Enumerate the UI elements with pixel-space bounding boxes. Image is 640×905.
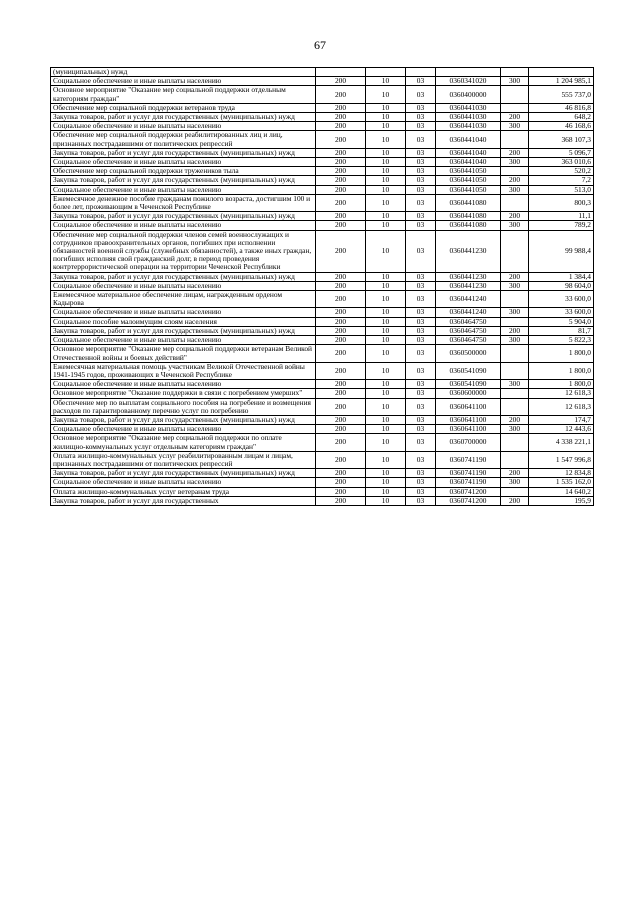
target-article-cell: 0360441050	[436, 185, 501, 194]
amount-cell: 1 204 985,1	[529, 77, 594, 86]
target-article-cell: 0360464750	[436, 336, 501, 345]
expense-type-cell	[501, 487, 529, 496]
subsection-code-cell: 03	[406, 158, 436, 167]
item-name-cell: Ежемесячное денежное пособие гражданам пожилого возраста, достигшим 100 и более лет, проживающим в Чеченской Республике	[51, 194, 316, 211]
subsection-code-cell	[406, 68, 436, 77]
ved-code-cell: 200	[316, 221, 366, 230]
table-row	[51, 122, 594, 131]
expense-type-cell: 300	[501, 158, 529, 167]
ved-code-cell: 200	[316, 380, 366, 389]
section-code-cell: 10	[366, 281, 406, 290]
item-name-cell: Закупка товаров, работ и услуг для государственных (муниципальных) нужд	[51, 176, 316, 185]
table-row	[51, 425, 594, 434]
amount-cell: 4 338 221,1	[529, 434, 594, 451]
amount-cell: 33 600,0	[529, 308, 594, 317]
expense-type-cell	[501, 434, 529, 451]
ved-code-cell: 200	[316, 496, 366, 505]
expense-type-cell	[501, 398, 529, 415]
subsection-code-cell: 03	[406, 451, 436, 468]
target-article-cell: 0360441240	[436, 291, 501, 308]
subsection-code-cell: 03	[406, 336, 436, 345]
item-name-cell: Обеспечение мер по выплатам социального пособия на погребение и возмещения расходов по гарантированному перечню услуг по погребению	[51, 398, 316, 415]
amount-cell: 98 604,0	[529, 281, 594, 290]
expense-type-cell: 200	[501, 496, 529, 505]
amount-cell: 7,2	[529, 176, 594, 185]
subsection-code-cell: 03	[406, 230, 436, 272]
section-code-cell: 10	[366, 451, 406, 468]
ved-code-cell: 200	[316, 487, 366, 496]
subsection-code-cell: 03	[406, 148, 436, 157]
item-name-cell: Социальное обеспечение и иные выплаты населению	[51, 122, 316, 131]
amount-cell: 81,7	[529, 326, 594, 335]
ved-code-cell: 200	[316, 185, 366, 194]
target-article-cell: 0360641100	[436, 425, 501, 434]
item-name-cell: Закупка товаров, работ и услуг для государственных (муниципальных) нужд	[51, 415, 316, 424]
table-row	[51, 272, 594, 281]
ved-code-cell: 200	[316, 176, 366, 185]
subsection-code-cell: 03	[406, 326, 436, 335]
ved-code-cell: 200	[316, 167, 366, 176]
table-row	[51, 380, 594, 389]
section-code-cell: 10	[366, 434, 406, 451]
table-row	[51, 469, 594, 478]
target-article-cell: 0360441080	[436, 194, 501, 211]
section-code-cell	[366, 68, 406, 77]
table-row	[51, 317, 594, 326]
section-code-cell: 10	[366, 345, 406, 362]
amount-cell: 648,2	[529, 113, 594, 122]
amount-cell: 11,1	[529, 212, 594, 221]
ved-code-cell: 200	[316, 77, 366, 86]
section-code-cell: 10	[366, 415, 406, 424]
amount-cell: 12 618,3	[529, 389, 594, 398]
expense-type-cell	[501, 362, 529, 379]
expense-type-cell	[501, 291, 529, 308]
table-row	[51, 148, 594, 157]
item-name-cell: Социальное обеспечение и иные выплаты населению	[51, 77, 316, 86]
subsection-code-cell: 03	[406, 185, 436, 194]
target-article-cell: 0360464750	[436, 317, 501, 326]
item-name-cell: Социальное обеспечение и иные выплаты населению	[51, 478, 316, 487]
subsection-code-cell: 03	[406, 113, 436, 122]
expense-type-cell: 300	[501, 478, 529, 487]
table-row	[51, 167, 594, 176]
target-article-cell: 0360541090	[436, 380, 501, 389]
section-code-cell: 10	[366, 272, 406, 281]
subsection-code-cell: 03	[406, 281, 436, 290]
item-name-cell: Закупка товаров, работ и услуг для государственных	[51, 496, 316, 505]
section-code-cell: 10	[366, 317, 406, 326]
target-article-cell: 0360741190	[436, 478, 501, 487]
target-article-cell: 0360441230	[436, 281, 501, 290]
amount-cell: 195,9	[529, 496, 594, 505]
ved-code-cell: 200	[316, 131, 366, 148]
ved-code-cell: 200	[316, 317, 366, 326]
table-row	[51, 496, 594, 505]
subsection-code-cell: 03	[406, 194, 436, 211]
table-row	[51, 478, 594, 487]
ved-code-cell: 200	[316, 158, 366, 167]
expense-type-cell: 300	[501, 281, 529, 290]
amount-cell: 363 010,6	[529, 158, 594, 167]
item-name-cell: Закупка товаров, работ и услуг для государственных (муниципальных) нужд	[51, 272, 316, 281]
section-code-cell: 10	[366, 122, 406, 131]
item-name-cell: Основное мероприятие "Оказание поддержки в связи с погребением умерших"	[51, 389, 316, 398]
subsection-code-cell: 03	[406, 308, 436, 317]
item-name-cell: Закупка товаров, работ и услуг для государственных (муниципальных) нужд	[51, 469, 316, 478]
section-code-cell: 10	[366, 131, 406, 148]
subsection-code-cell: 03	[406, 389, 436, 398]
subsection-code-cell: 03	[406, 272, 436, 281]
target-article-cell: 0360441230	[436, 230, 501, 272]
expense-type-cell	[501, 103, 529, 112]
subsection-code-cell: 03	[406, 77, 436, 86]
item-name-cell: Основное мероприятие "Оказание мер социальной поддержки ветеранам Великой Отечественной войны и боевых действий"	[51, 345, 316, 362]
target-article-cell: 0360441050	[436, 167, 501, 176]
item-name-cell: Обеспечение мер социальной поддержки ветеранов труда	[51, 103, 316, 112]
target-article-cell: 0360441230	[436, 272, 501, 281]
ved-code-cell: 200	[316, 194, 366, 211]
subsection-code-cell: 03	[406, 131, 436, 148]
subsection-code-cell: 03	[406, 291, 436, 308]
target-article-cell: 0360400000	[436, 86, 501, 103]
target-article-cell: 0360741190	[436, 451, 501, 468]
ved-code-cell: 200	[316, 389, 366, 398]
subsection-code-cell: 03	[406, 469, 436, 478]
expense-type-cell: 200	[501, 113, 529, 122]
subsection-code-cell: 03	[406, 362, 436, 379]
table-row	[51, 434, 594, 451]
amount-cell: 14 640,2	[529, 487, 594, 496]
ved-code-cell: 200	[316, 362, 366, 379]
ved-code-cell: 200	[316, 434, 366, 451]
subsection-code-cell: 03	[406, 86, 436, 103]
section-code-cell: 10	[366, 86, 406, 103]
table-row	[51, 451, 594, 468]
target-article-cell: 0360341020	[436, 77, 501, 86]
target-article-cell: 0360441040	[436, 148, 501, 157]
amount-cell: 1 800,0	[529, 362, 594, 379]
section-code-cell: 10	[366, 326, 406, 335]
table-row	[51, 230, 594, 272]
table-row	[51, 487, 594, 496]
subsection-code-cell: 03	[406, 434, 436, 451]
item-name-cell: Социальное обеспечение и иные выплаты населению	[51, 158, 316, 167]
target-article-cell: 0360464750	[436, 326, 501, 335]
section-code-cell: 10	[366, 291, 406, 308]
ved-code-cell: 200	[316, 212, 366, 221]
section-code-cell: 10	[366, 158, 406, 167]
item-name-cell: Социальное обеспечение и иные выплаты населению	[51, 380, 316, 389]
target-article-cell: 0360441040	[436, 131, 501, 148]
table-row	[51, 326, 594, 335]
ved-code-cell: 200	[316, 451, 366, 468]
ved-code-cell: 200	[316, 398, 366, 415]
ved-code-cell	[316, 68, 366, 77]
subsection-code-cell: 03	[406, 345, 436, 362]
ved-code-cell: 200	[316, 281, 366, 290]
expense-type-cell: 200	[501, 148, 529, 157]
target-article-cell: 0360441030	[436, 122, 501, 131]
table-row	[51, 176, 594, 185]
subsection-code-cell: 03	[406, 487, 436, 496]
section-code-cell: 10	[366, 398, 406, 415]
section-code-cell: 10	[366, 113, 406, 122]
target-article-cell: 0360441050	[436, 176, 501, 185]
subsection-code-cell: 03	[406, 122, 436, 131]
amount-cell: 1 535 162,0	[529, 478, 594, 487]
ved-code-cell: 200	[316, 113, 366, 122]
ved-code-cell: 200	[316, 148, 366, 157]
expense-type-cell	[501, 194, 529, 211]
target-article-cell: 0360541090	[436, 362, 501, 379]
item-name-cell: Социальное обеспечение и иные выплаты населению	[51, 425, 316, 434]
ved-code-cell: 200	[316, 478, 366, 487]
amount-cell: 5 096,7	[529, 148, 594, 157]
ved-code-cell: 200	[316, 272, 366, 281]
ved-code-cell: 200	[316, 103, 366, 112]
item-name-cell: Закупка товаров, работ и услуг для государственных (муниципальных) нужд	[51, 212, 316, 221]
amount-cell: 12 834,8	[529, 469, 594, 478]
expense-type-cell	[501, 345, 529, 362]
table-row	[51, 281, 594, 290]
section-code-cell: 10	[366, 167, 406, 176]
subsection-code-cell: 03	[406, 103, 436, 112]
table-row	[51, 336, 594, 345]
table-row	[51, 185, 594, 194]
ved-code-cell: 200	[316, 469, 366, 478]
item-name-cell: Социальное обеспечение и иные выплаты населению	[51, 185, 316, 194]
item-name-cell: Закупка товаров, работ и услуг для государственных (муниципальных) нужд	[51, 326, 316, 335]
target-article-cell: 0360741200	[436, 487, 501, 496]
target-article-cell: 0360641100	[436, 398, 501, 415]
item-name-cell: Закупка товаров, работ и услуг для государственных (муниципальных) нужд	[51, 148, 316, 157]
expense-type-cell	[501, 317, 529, 326]
table-body	[51, 68, 594, 506]
expense-type-cell: 300	[501, 185, 529, 194]
target-article-cell: 0360441030	[436, 103, 501, 112]
table-row	[51, 212, 594, 221]
section-code-cell: 10	[366, 194, 406, 211]
expense-type-cell: 200	[501, 415, 529, 424]
item-name-cell: Обеспечение мер социальной поддержки реабилитированных лиц и лиц, признанных пострадавшими от политических репрессий	[51, 131, 316, 148]
amount-cell: 12 618,3	[529, 398, 594, 415]
amount-cell: 368 107,3	[529, 131, 594, 148]
section-code-cell: 10	[366, 212, 406, 221]
section-code-cell: 10	[366, 478, 406, 487]
subsection-code-cell: 03	[406, 380, 436, 389]
amount-cell: 46 816,8	[529, 103, 594, 112]
ved-code-cell: 200	[316, 336, 366, 345]
section-code-cell: 10	[366, 221, 406, 230]
item-name-cell: Оплата жилищно-коммунальных услуг ветеранам труда	[51, 487, 316, 496]
target-article-cell: 0360741200	[436, 496, 501, 505]
section-code-cell: 10	[366, 380, 406, 389]
amount-cell: 5 822,3	[529, 336, 594, 345]
expense-type-cell: 300	[501, 221, 529, 230]
table-row	[51, 77, 594, 86]
item-name-cell: Социальное пособие малоимущим слоям населения	[51, 317, 316, 326]
ved-code-cell: 200	[316, 86, 366, 103]
subsection-code-cell: 03	[406, 212, 436, 221]
subsection-code-cell: 03	[406, 415, 436, 424]
ved-code-cell: 200	[316, 308, 366, 317]
amount-cell: 5 904,0	[529, 317, 594, 326]
expense-type-cell	[501, 230, 529, 272]
amount-cell: 174,7	[529, 415, 594, 424]
expense-type-cell: 300	[501, 308, 529, 317]
expense-type-cell: 300	[501, 122, 529, 131]
item-name-cell: Закупка товаров, работ и услуг для государственных (муниципальных) нужд	[51, 113, 316, 122]
target-article-cell: 0360441240	[436, 308, 501, 317]
amount-cell: 789,2	[529, 221, 594, 230]
target-article-cell: 0360500000	[436, 345, 501, 362]
table-row	[51, 158, 594, 167]
item-name-cell: Социальное обеспечение и иные выплаты населению	[51, 281, 316, 290]
amount-cell: 46 168,6	[529, 122, 594, 131]
table-row	[51, 308, 594, 317]
expense-type-cell: 300	[501, 425, 529, 434]
expense-type-cell: 200	[501, 326, 529, 335]
section-code-cell: 10	[366, 336, 406, 345]
table-row	[51, 113, 594, 122]
amount-cell: 555 737,0	[529, 86, 594, 103]
amount-cell	[529, 68, 594, 77]
expense-type-cell: 300	[501, 77, 529, 86]
target-article-cell	[436, 68, 501, 77]
item-name-cell: Оплата жилищно-коммунальных услуг реабилитированным лицам и лицам, признанных пострадавшими от политических репрессий	[51, 451, 316, 468]
expense-type-cell	[501, 389, 529, 398]
section-code-cell: 10	[366, 176, 406, 185]
ved-code-cell: 200	[316, 415, 366, 424]
ved-code-cell: 200	[316, 291, 366, 308]
section-code-cell: 10	[366, 425, 406, 434]
subsection-code-cell: 03	[406, 167, 436, 176]
ved-code-cell: 200	[316, 425, 366, 434]
expense-type-cell: 300	[501, 380, 529, 389]
subsection-code-cell: 03	[406, 176, 436, 185]
section-code-cell: 10	[366, 469, 406, 478]
section-code-cell: 10	[366, 103, 406, 112]
target-article-cell: 0360441040	[436, 158, 501, 167]
subsection-code-cell: 03	[406, 398, 436, 415]
amount-cell: 1 800,0	[529, 345, 594, 362]
target-article-cell: 0360641100	[436, 415, 501, 424]
item-name-cell: Обеспечение мер социальной поддержки членов семей военнослужащих и сотрудников правоохранительных органов, погибших при исполнении обязанностей военной службы (служебных обязанностей), а также иных граждан, погибших исполняя свой гражданский долг, в период проведения контртеррористической операции на территории Чеченской Республики	[51, 230, 316, 272]
amount-cell: 12 443,6	[529, 425, 594, 434]
target-article-cell: 0360441080	[436, 212, 501, 221]
section-code-cell: 10	[366, 389, 406, 398]
expense-type-cell	[501, 451, 529, 468]
table-row	[51, 291, 594, 308]
subsection-code-cell: 03	[406, 317, 436, 326]
item-name-cell: Социальное обеспечение и иные выплаты населению	[51, 221, 316, 230]
section-code-cell: 10	[366, 185, 406, 194]
expense-type-cell: 300	[501, 336, 529, 345]
expense-type-cell	[501, 86, 529, 103]
table-row	[51, 68, 594, 77]
table-row	[51, 86, 594, 103]
item-name-cell: Социальное обеспечение и иные выплаты населению	[51, 336, 316, 345]
target-article-cell: 0360600000	[436, 389, 501, 398]
section-code-cell: 10	[366, 362, 406, 379]
table-row	[51, 389, 594, 398]
target-article-cell: 0360741190	[436, 469, 501, 478]
expense-type-cell	[501, 68, 529, 77]
target-article-cell: 0360441030	[436, 113, 501, 122]
section-code-cell: 10	[366, 230, 406, 272]
table-row	[51, 131, 594, 148]
ved-code-cell: 200	[316, 122, 366, 131]
expense-type-cell: 200	[501, 176, 529, 185]
item-name-cell: Социальное обеспечение и иные выплаты населению	[51, 308, 316, 317]
item-name-cell: Обеспечение мер социальной поддержки тружеников тыла	[51, 167, 316, 176]
expense-type-cell: 200	[501, 469, 529, 478]
table-row	[51, 362, 594, 379]
expense-type-cell: 200	[501, 212, 529, 221]
table-row	[51, 415, 594, 424]
expense-type-cell	[501, 131, 529, 148]
table-row	[51, 103, 594, 112]
item-name-cell: Основное мероприятие "Оказание мер социальной поддержки отдельным категориям граждан"	[51, 86, 316, 103]
ved-code-cell: 200	[316, 326, 366, 335]
table-row	[51, 398, 594, 415]
section-code-cell: 10	[366, 148, 406, 157]
subsection-code-cell: 03	[406, 496, 436, 505]
item-name-cell: Основное мероприятие "Оказание мер социальной поддержки по оплате жилищно-коммунальных услуг отдельным категориям граждан"	[51, 434, 316, 451]
budget-table	[50, 67, 594, 506]
section-code-cell: 10	[366, 487, 406, 496]
amount-cell: 1 384,4	[529, 272, 594, 281]
amount-cell: 1 800,0	[529, 380, 594, 389]
expense-type-cell: 200	[501, 272, 529, 281]
table-row	[51, 345, 594, 362]
section-code-cell: 10	[366, 496, 406, 505]
ved-code-cell: 200	[316, 230, 366, 272]
page-number: 67	[314, 38, 326, 52]
subsection-code-cell: 03	[406, 221, 436, 230]
target-article-cell: 0360700000	[436, 434, 501, 451]
table-row	[51, 221, 594, 230]
section-code-cell: 10	[366, 77, 406, 86]
ved-code-cell: 200	[316, 345, 366, 362]
section-code-cell: 10	[366, 308, 406, 317]
subsection-code-cell: 03	[406, 478, 436, 487]
amount-cell: 33 600,0	[529, 291, 594, 308]
amount-cell: 513,0	[529, 185, 594, 194]
amount-cell: 1 547 996,8	[529, 451, 594, 468]
expense-type-cell	[501, 167, 529, 176]
subsection-code-cell: 03	[406, 425, 436, 434]
amount-cell: 520,2	[529, 167, 594, 176]
item-name-cell: Ежемесячное материальное обеспечение лицам, награжденным орденом Кадырова	[51, 291, 316, 308]
table-row	[51, 194, 594, 211]
item-name-cell: Ежемесячная материальная помощь участникам Великой Отечественной войны 1941-1945 годов, проживающих в Чеченской Республике	[51, 362, 316, 379]
amount-cell: 99 988,4	[529, 230, 594, 272]
amount-cell: 800,3	[529, 194, 594, 211]
target-article-cell: 0360441080	[436, 221, 501, 230]
item-name-cell: (муниципальных) нужд	[51, 68, 316, 77]
